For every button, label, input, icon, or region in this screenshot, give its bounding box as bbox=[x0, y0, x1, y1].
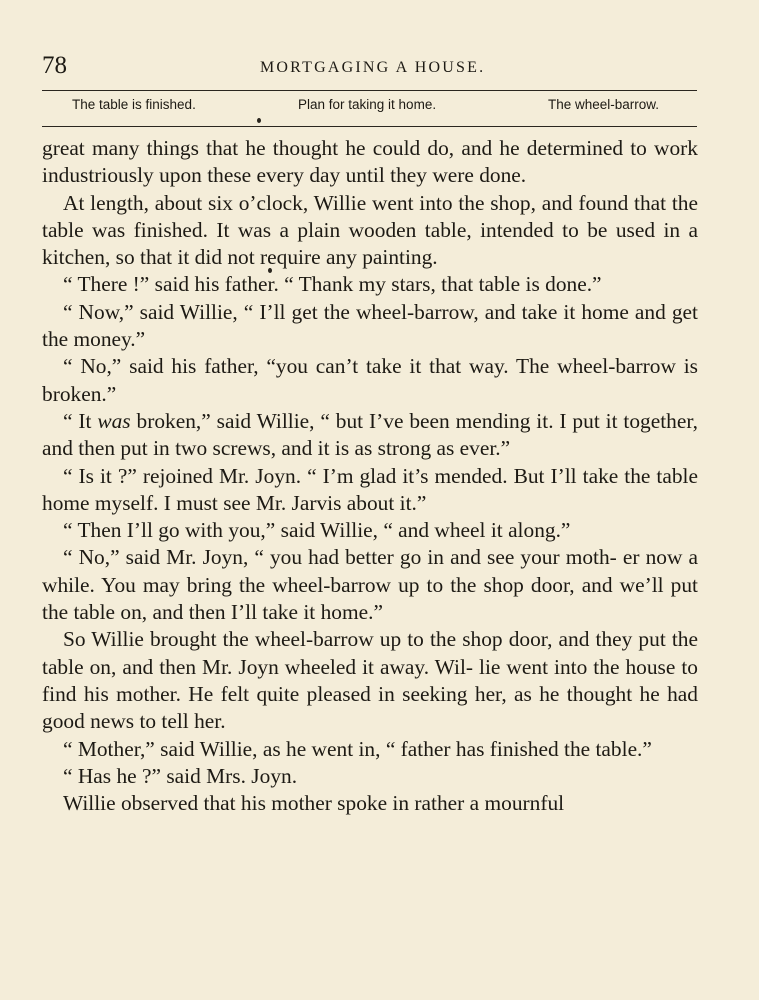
bottom-rule bbox=[42, 126, 697, 127]
running-title: MORTGAGING A HOUSE. bbox=[260, 59, 486, 76]
paragraph: “ Has he ?” said Mrs. Joyn. bbox=[63, 763, 298, 788]
body-text bbox=[42, 135, 698, 817]
paragraph: “ Is it ?” rejoined Mr. Joyn. “ I’m glad it’s mended. But I’ll take the table home myself. I must see Mr. Jarvis about it.” bbox=[42, 463, 698, 515]
paragraph bbox=[42, 408, 698, 463]
emphasis-was: was bbox=[97, 408, 131, 433]
paragraph: great many things that he thought he could do, and he determined to work industriously upon these every day until they were done. bbox=[42, 136, 698, 188]
sidenote-plan-taking-home: Plan for taking it home. bbox=[298, 97, 437, 112]
top-rule bbox=[42, 90, 697, 91]
paragraph: “ Then I’ll go with you,” said Willie, “ and wheel it along.” bbox=[63, 518, 571, 543]
paragraph-segment: “ It bbox=[63, 408, 98, 433]
ink-speck bbox=[257, 118, 261, 123]
sidenote-wheel-barrow: The wheel-barrow. bbox=[548, 97, 660, 112]
running-head bbox=[42, 52, 697, 82]
paragraph: So Willie brought the wheel-barrow up to the shop door, and they put the table on, and then Mr. Joyn wheeled it away. Wil- lie went into the house to find his mother. He felt quite pleased in seeking her, as he thought he had good news to tell her. bbox=[42, 627, 698, 734]
paragraph: “ There !” said his father. “ Thank my stars, that table is done.” bbox=[63, 272, 602, 297]
paragraph: At length, about six o’clock, Willie went into the shop, and found that the table was finished. It was a plain wooden table, intended to be used in a kitchen, so that it did not require any painting. bbox=[42, 190, 698, 270]
paragraph: “ No,” said Mr. Joyn, “ you had better go in and see your moth- er now a while. You may bring the wheel-barrow up to the shop door, and we’ll put the table on, and then I’ll take it home.” bbox=[42, 545, 698, 625]
paragraph: “ No,” said his father, “you can’t take it that way. The wheel-barrow is broken.” bbox=[42, 354, 698, 406]
sidenote-table-finished: The table is finished. bbox=[72, 97, 196, 112]
paragraph-segment: broken,” said Willie, “ but I’ve been mending it. I put it together, and then put in two screws, and it is as strong as ever.” bbox=[42, 408, 698, 461]
paragraph: “ Mother,” said Willie, as he went in, “ father has finished the table.” bbox=[63, 736, 652, 761]
paragraph: “ Now,” said Willie, “ I’ll get the wheel-barrow, and take it home and get the money.” bbox=[42, 299, 698, 352]
paragraph: Willie observed that his mother spoke in rather a mournful bbox=[63, 791, 565, 816]
page-number: 78 bbox=[42, 52, 67, 79]
